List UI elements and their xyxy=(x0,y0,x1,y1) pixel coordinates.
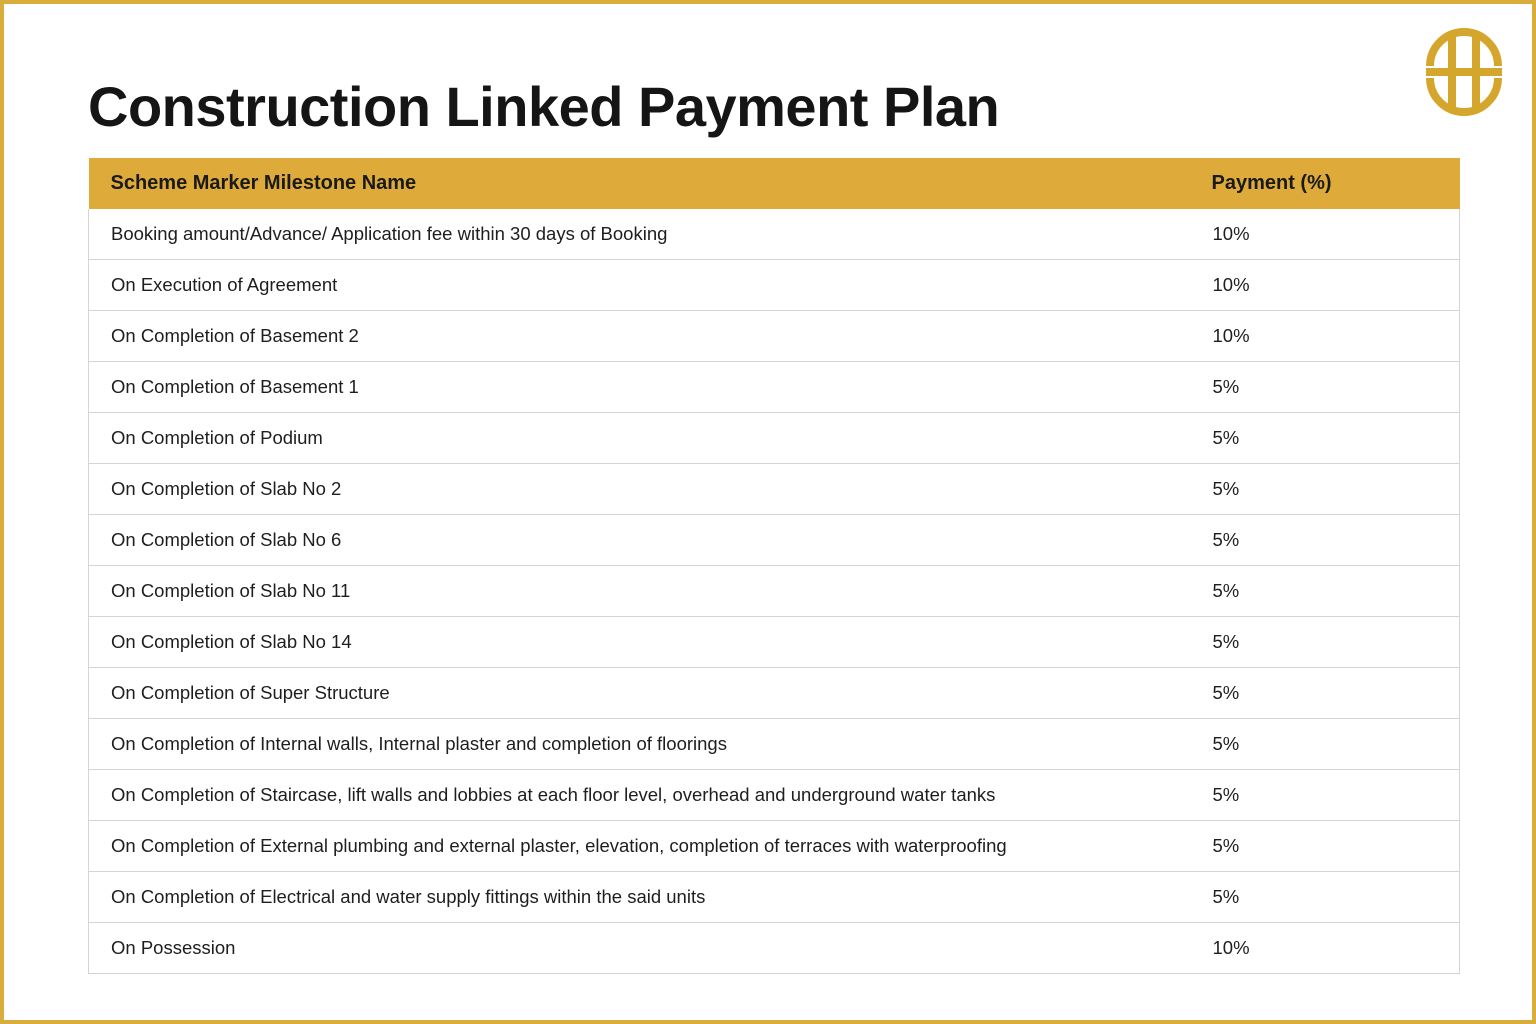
payment-cell: 5% xyxy=(1188,821,1460,872)
table-row xyxy=(89,923,1460,974)
payment-cell: 10% xyxy=(1188,923,1460,974)
payment-cell: 5% xyxy=(1188,770,1460,821)
payment-cell: 5% xyxy=(1188,566,1460,617)
payment-cell: 5% xyxy=(1188,668,1460,719)
milestone-cell: On Completion of Slab No 6 xyxy=(89,515,1188,566)
milestone-cell: On Completion of Super Structure xyxy=(89,668,1188,719)
payment-cell: 5% xyxy=(1188,617,1460,668)
milestone-cell: On Completion of Slab No 2 xyxy=(89,464,1188,515)
milestone-cell: On Completion of Slab No 14 xyxy=(89,617,1188,668)
payment-cell: 5% xyxy=(1188,515,1460,566)
table-row xyxy=(89,719,1460,770)
payment-cell: 10% xyxy=(1188,209,1460,260)
payment-column-header: Payment (%) xyxy=(1188,158,1460,209)
milestone-cell: On Completion of External plumbing and external plaster, elevation, completion of terraces with waterproofing xyxy=(89,821,1188,872)
table-row xyxy=(89,260,1460,311)
table-row xyxy=(89,566,1460,617)
table-row xyxy=(89,311,1460,362)
table-row xyxy=(89,668,1460,719)
monogram-logo-icon xyxy=(1424,28,1504,116)
milestone-column-header: Scheme Marker Milestone Name xyxy=(89,158,1188,209)
table-row xyxy=(89,821,1460,872)
table-row xyxy=(89,362,1460,413)
payment-plan-table xyxy=(88,158,1460,974)
milestone-cell: On Execution of Agreement xyxy=(89,260,1188,311)
milestone-cell: On Completion of Internal walls, Internal plaster and completion of floorings xyxy=(89,719,1188,770)
table-row xyxy=(89,209,1460,260)
payment-cell: 5% xyxy=(1188,362,1460,413)
milestone-cell: On Completion of Basement 2 xyxy=(89,311,1188,362)
table-header-row xyxy=(89,158,1460,209)
milestone-cell: On Completion of Electrical and water supply fittings within the said units xyxy=(89,872,1188,923)
payment-cell: 5% xyxy=(1188,413,1460,464)
milestone-cell: On Completion of Podium xyxy=(89,413,1188,464)
milestone-cell: On Completion of Staircase, lift walls and lobbies at each floor level, overhead and underground water tanks xyxy=(89,770,1188,821)
table-row xyxy=(89,413,1460,464)
payment-cell: 5% xyxy=(1188,872,1460,923)
table-row xyxy=(89,464,1460,515)
milestone-cell: On Possession xyxy=(89,923,1188,974)
payment-cell: 5% xyxy=(1188,464,1460,515)
payment-cell: 10% xyxy=(1188,260,1460,311)
page-title: Construction Linked Payment Plan xyxy=(88,75,1000,138)
table-row xyxy=(89,515,1460,566)
table-row xyxy=(89,617,1460,668)
table-row xyxy=(89,872,1460,923)
milestone-cell: On Completion of Basement 1 xyxy=(89,362,1188,413)
payment-cell: 10% xyxy=(1188,311,1460,362)
table-row xyxy=(89,770,1460,821)
payment-cell: 5% xyxy=(1188,719,1460,770)
milestone-cell: On Completion of Slab No 11 xyxy=(89,566,1188,617)
milestone-cell: Booking amount/Advance/ Application fee within 30 days of Booking xyxy=(89,209,1188,260)
